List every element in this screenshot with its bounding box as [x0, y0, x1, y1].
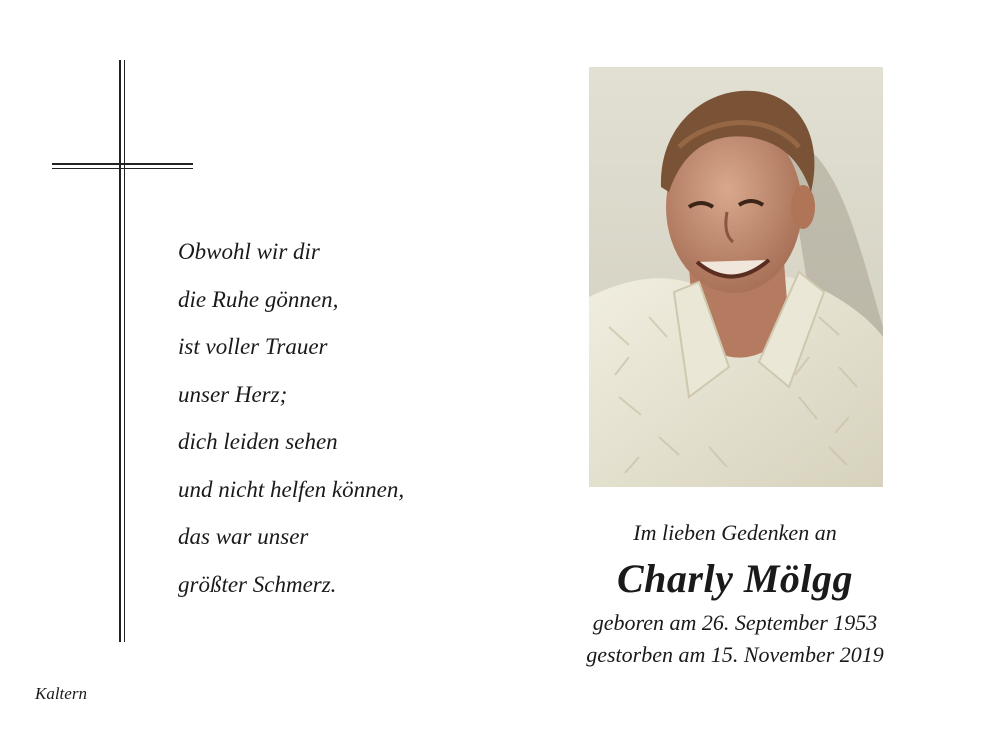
deceased-name: Charly Mölgg	[616, 556, 854, 601]
poem	[178, 228, 404, 608]
death-date: gestorben am 15. November 2019	[586, 642, 884, 667]
poem-line: Obwohl wir dir	[178, 239, 320, 264]
poem-line: und nicht helfen können,	[178, 476, 405, 502]
birth-date: geboren am 26. September 1953	[592, 610, 878, 635]
poem-line: unser Herz;	[178, 381, 288, 407]
portrait-illustration	[589, 67, 883, 487]
cross-vertical-line-thin	[124, 60, 125, 642]
memorial-text	[560, 516, 910, 670]
poem-line: dich leiden sehen	[178, 429, 338, 454]
poem-line: das war unser	[178, 524, 309, 549]
memorial-intro: Im lieben Gedenken an	[633, 520, 837, 545]
poem-line: die Ruhe gönnen,	[178, 286, 339, 312]
cross-vertical-line	[119, 60, 121, 642]
portrait-photo	[589, 67, 883, 487]
cross-horizontal-line-thin	[52, 168, 193, 169]
cross-horizontal-line	[52, 163, 193, 165]
poem-line: größter Schmerz.	[178, 571, 337, 597]
place-label: Kaltern	[35, 684, 87, 703]
poem-line: ist voller Trauer	[178, 334, 328, 359]
